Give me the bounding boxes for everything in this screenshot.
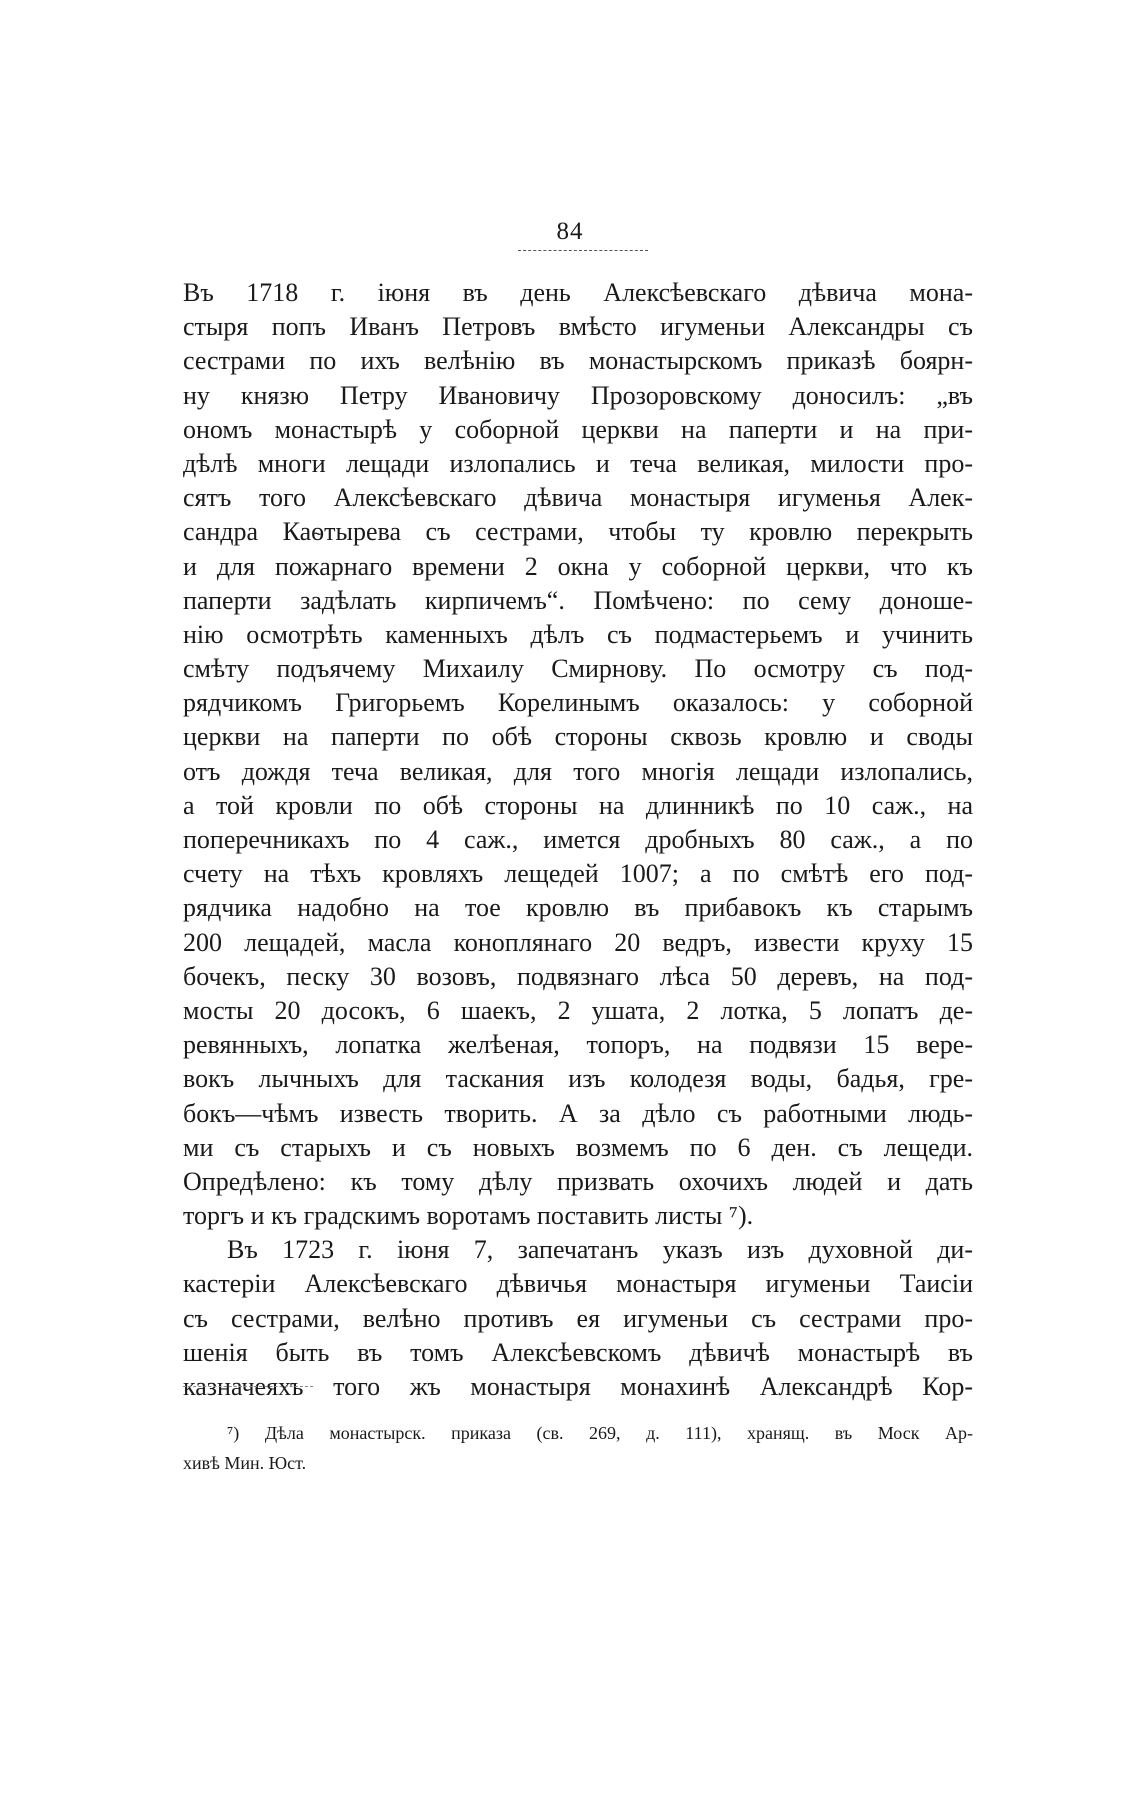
- text-line: Опредѣлено: къ тому дѣлу призвать охочихъ людей и дать: [183, 1166, 973, 1196]
- text-line: поперечникахъ по 4 саж., имется дробныхъ 80 саж., а по: [183, 825, 973, 854]
- footnote-line: ⁷) Дѣла монастырск. приказа (св. 269, д. 111), хранящ. въ Моск Ар-: [227, 1423, 973, 1443]
- text-line: сятъ того Алексѣевскаго дѣвича монастыря игуменья Алек-: [183, 483, 973, 513]
- text-line: рядчикомъ Григорьемъ Корелинымъ оказалось: у соборной: [183, 688, 973, 718]
- text-line: отъ дождя теча великая, для того многія лещади излопались,: [183, 756, 973, 786]
- page-number: 84: [556, 218, 584, 245]
- text-line: мосты 20 досокъ, 6 шаекъ, 2 ушата, 2 лотка, 5 лопатъ де-: [183, 995, 973, 1025]
- footnote-line: хивѣ Мин. Юст.: [183, 1453, 307, 1473]
- text-line: и для пожарнаго времени 2 окна у соборной церкви, что къ: [183, 551, 973, 581]
- text-line: кастеріи Алексѣевскаго дѣвичья монастыря игуменьи Таисіи: [183, 1269, 973, 1299]
- text-line: казначеяхъ того жъ монастыря монахинѣ Александрѣ Кор-: [183, 1372, 973, 1401]
- text-line: дѣлѣ многи лещади излопались и теча великая, милости про-: [183, 448, 973, 478]
- text-line: ревянныхъ, лопатка желѣеная, топоръ, на подвязи 15 вере-: [183, 1030, 973, 1060]
- text-line: 200 лещадей, масла коноплянаго 20 ведръ, извести круху 15: [183, 927, 973, 957]
- text-line: ну князю Петру Ивановичу Прозоровскому доносилъ: „въ: [183, 380, 973, 410]
- text-line: съ сестрами, велѣно противъ ея игуменьи съ сестрами про-: [183, 1303, 973, 1333]
- text-line: рядчика надобно на тое кровлю въ прибавокъ къ старымъ: [183, 893, 973, 923]
- text-line: Въ 1718 г. іюня въ день Алексѣевскаго дѣвича мона-: [183, 278, 973, 307]
- text-line: смѣту подъячему Михаилу Смирнову. По осмотру съ под-: [183, 654, 973, 684]
- text-line: церкви на паперти по обѣ стороны сквозь кровлю и своды: [183, 722, 973, 752]
- text-line: ми съ старыхъ и съ новыхъ возмемъ по 6 ден. съ лещеди.: [183, 1132, 973, 1162]
- header-rule: [518, 250, 648, 251]
- text-line-paragraph-end: торгъ и къ градскимъ воротамъ поставить листы ⁷).: [183, 1201, 754, 1231]
- text-line: паперти задѣлать кирпичемъ“. Помѣчено: по сему доноше-: [183, 585, 973, 615]
- text-line: нію осмотрѣть каменныхъ дѣлъ съ подмастерьемъ и учинить: [183, 619, 973, 649]
- text-line-paragraph-start: Въ 1723 г. іюня 7, запечатанъ указъ изъ духовной ди-: [227, 1235, 973, 1265]
- text-line: бочекъ, песку 30 возовъ, подвязнаго лѣса 50 деревъ, на под-: [183, 961, 973, 991]
- text-line: а той кровли по обѣ стороны на длинникѣ по 10 саж., на: [183, 790, 973, 820]
- text-line: сандра Каѳтырева съ сестрами, чтобы ту кровлю перекрыть: [183, 517, 973, 547]
- footnote-rule: [183, 1386, 313, 1387]
- text-line: бокъ—чѣмъ известь творить. А за дѣло съ работными людь-: [183, 1098, 973, 1128]
- text-line: вокъ лычныхъ для таскания изъ колодезя воды, бадья, гре-: [183, 1064, 973, 1094]
- body-text: [183, 276, 973, 1404]
- text-line: шенія быть въ томъ Алексѣевскомъ дѣвичѣ монастырѣ въ: [183, 1337, 973, 1367]
- text-line: стыря попъ Иванъ Петровъ вмѣсто игуменьи Александры съ: [183, 312, 973, 342]
- text-line: ономъ монастырѣ у соборной церкви на паперти и на при-: [183, 414, 973, 444]
- text-line: счету на тѣхъ кровляхъ лещедей 1007; а по смѣтѣ его под-: [183, 859, 973, 889]
- text-line: сестрами по ихъ велѣнію въ монастырскомъ приказѣ боярн-: [183, 346, 973, 376]
- footnote: [183, 1418, 973, 1478]
